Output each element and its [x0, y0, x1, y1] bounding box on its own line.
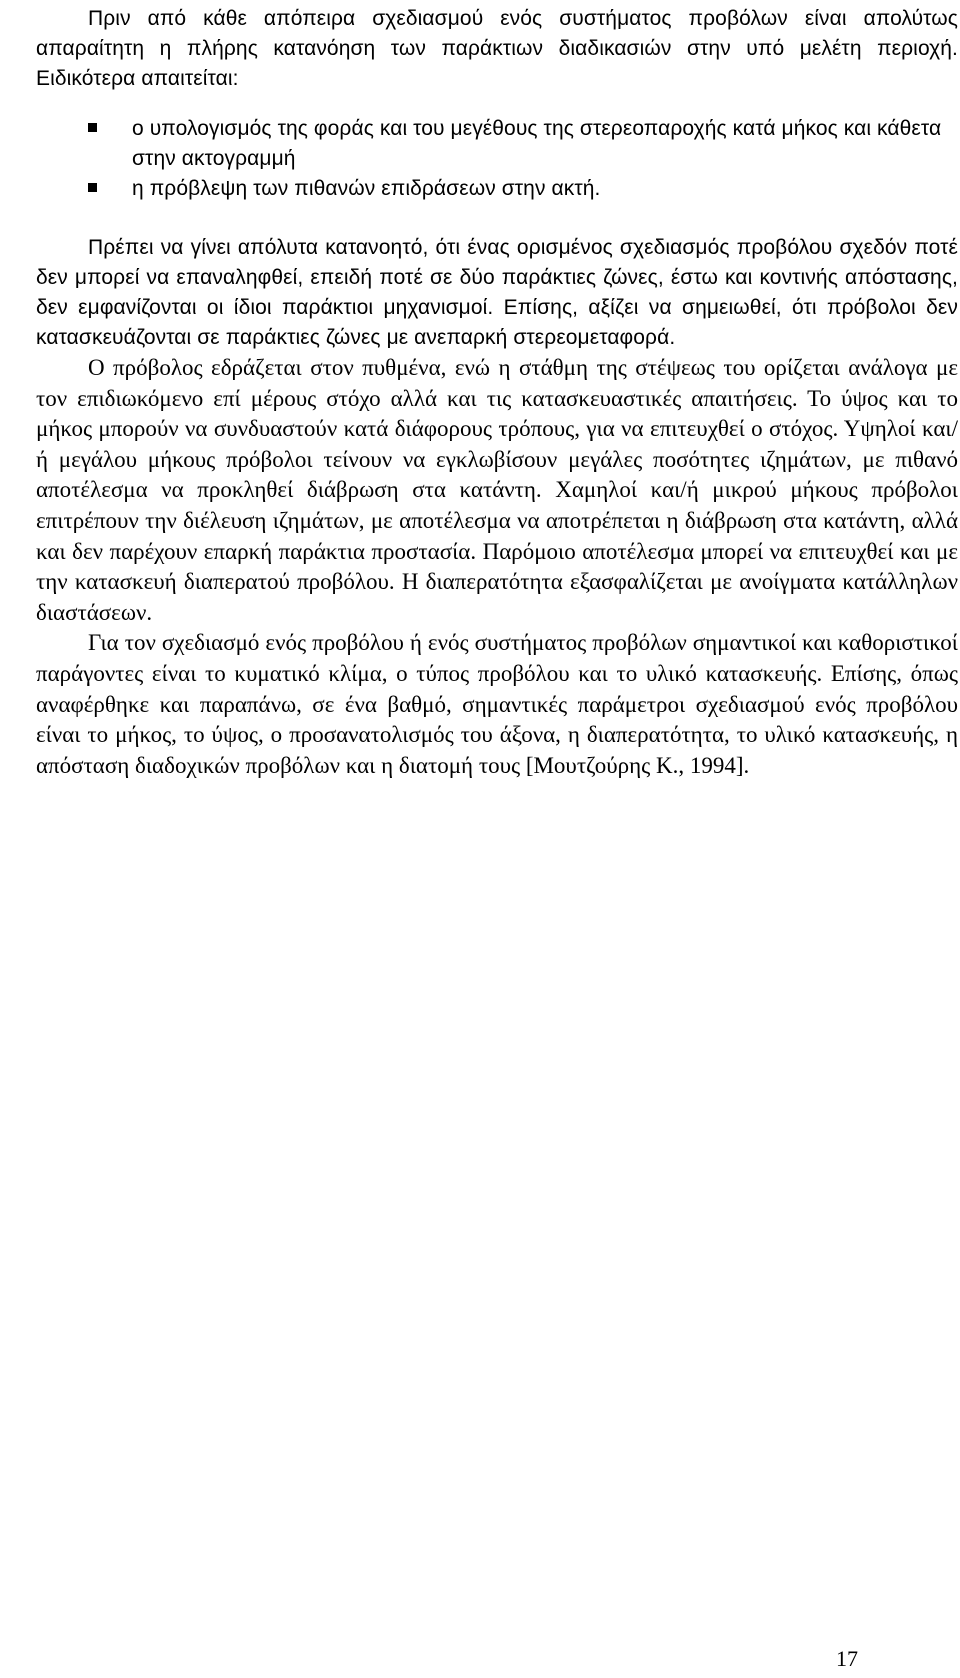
- paragraph-design-parameters: Για τον σχεδιασμό ενός προβόλου ή ενός συστήματος προβόλων σημαντικοί και καθοριστικοί παράγοντες είναι το κυματικό κλίμα, ο τύπος προβόλου και το υλικό κατασκευής. Επίσης, όπως αναφέρθηκε και παραπάνω, σε ένα βαθμό, σημαντικές παράμετροι σχεδιασμού ενός προβόλου είναι το μήκος, το ύψος, ο προσανατολισμός του άξονα, η διαπερατότητα, το υλικό κατασκευής, η απόσταση διαδοχικών προβόλων και η διατομή τους [Μουτζούρης Κ., 1994].: [36, 630, 958, 778]
- list-item: [36, 174, 958, 204]
- list-item: [36, 114, 958, 174]
- square-bullet-icon: [88, 183, 97, 192]
- list-item-text: η πρόβλεψη των πιθανών επιδράσεων στην ακτή.: [132, 177, 601, 200]
- square-bullet-icon: [88, 123, 97, 132]
- intro-paragraph: Πριν από κάθε απόπειρα σχεδιασμού ενός συστήματος προβόλων είναι απολύτως απαραίτητη η πλήρης κατανόηση των παράκτιων διαδικασιών στην υπό μελέτη περιοχή. Ειδικότερα απαιτείται:: [36, 7, 958, 90]
- paragraph-groin-height-length: Ο πρόβολος εδράζεται στον πυθμένα, ενώ η στάθμη της στέψεως του ορίζεται ανάλογα με τον επιδιωκόμενο επί μέρους στόχο αλλά και τις κατασκευαστικές απαιτήσεις. Το ύψος και το μήκος μπορούν να συνδυαστούν κατά διάφορους τρόπους, για να επιτευχθεί ο στόχος. Υψηλοί και/ή μεγάλου μήκους πρόβολοι τείνουν να εγκλωβίσουν μεγάλες ποσότητες ιζημάτων, με πιθανό αποτέλεσμα να προκληθεί διάβρωση στα κατάντη. Χαμηλοί και/ή μικρού μήκους πρόβολοι επιτρέπουν την διέλευση ιζημάτων, με αποτέλεσμα να αποτρέπεται η διάβρωση στα κατάντη, αλλά και δεν παρέχουν επαρκή παράκτια προστασία. Παρόμοιο αποτέλεσμα μπορεί να επιτευχθεί και με την κατασκευή διαπερατού προβόλου. Η διαπερατότητα εξασφαλίζεται με ανοίγματα κατάλληλων διαστάσεων.: [36, 355, 958, 625]
- paragraph-design-uniqueness: Πρέπει να γίνει απόλυτα κατανοητό, ότι ένας ορισμένος σχεδιασμός προβόλου σχεδόν ποτέ δεν μπορεί να επαναληφθεί, επειδή ποτέ σε δύο παράκτιες ζώνες, έστω και κοντινής απόστασης, δεν εμφανίζονται οι ίδιοι παράκτιοι μηχανισμοί. Επίσης, αξίζει να σημειωθεί, ότι πρόβολοι δεν κατασκευάζονται σε παράκτιες ζώνες με ανεπαρκή στερεομεταφορά.: [36, 236, 958, 349]
- list-item-text: ο υπολογισμός της φοράς και του μεγέθους της στερεοπαροχής κατά μήκος και κάθετα στην ακτογραμμή: [132, 117, 942, 170]
- requirements-list: [36, 114, 958, 204]
- page-body: [36, 4, 958, 781]
- page-number: 17: [836, 1646, 858, 1671]
